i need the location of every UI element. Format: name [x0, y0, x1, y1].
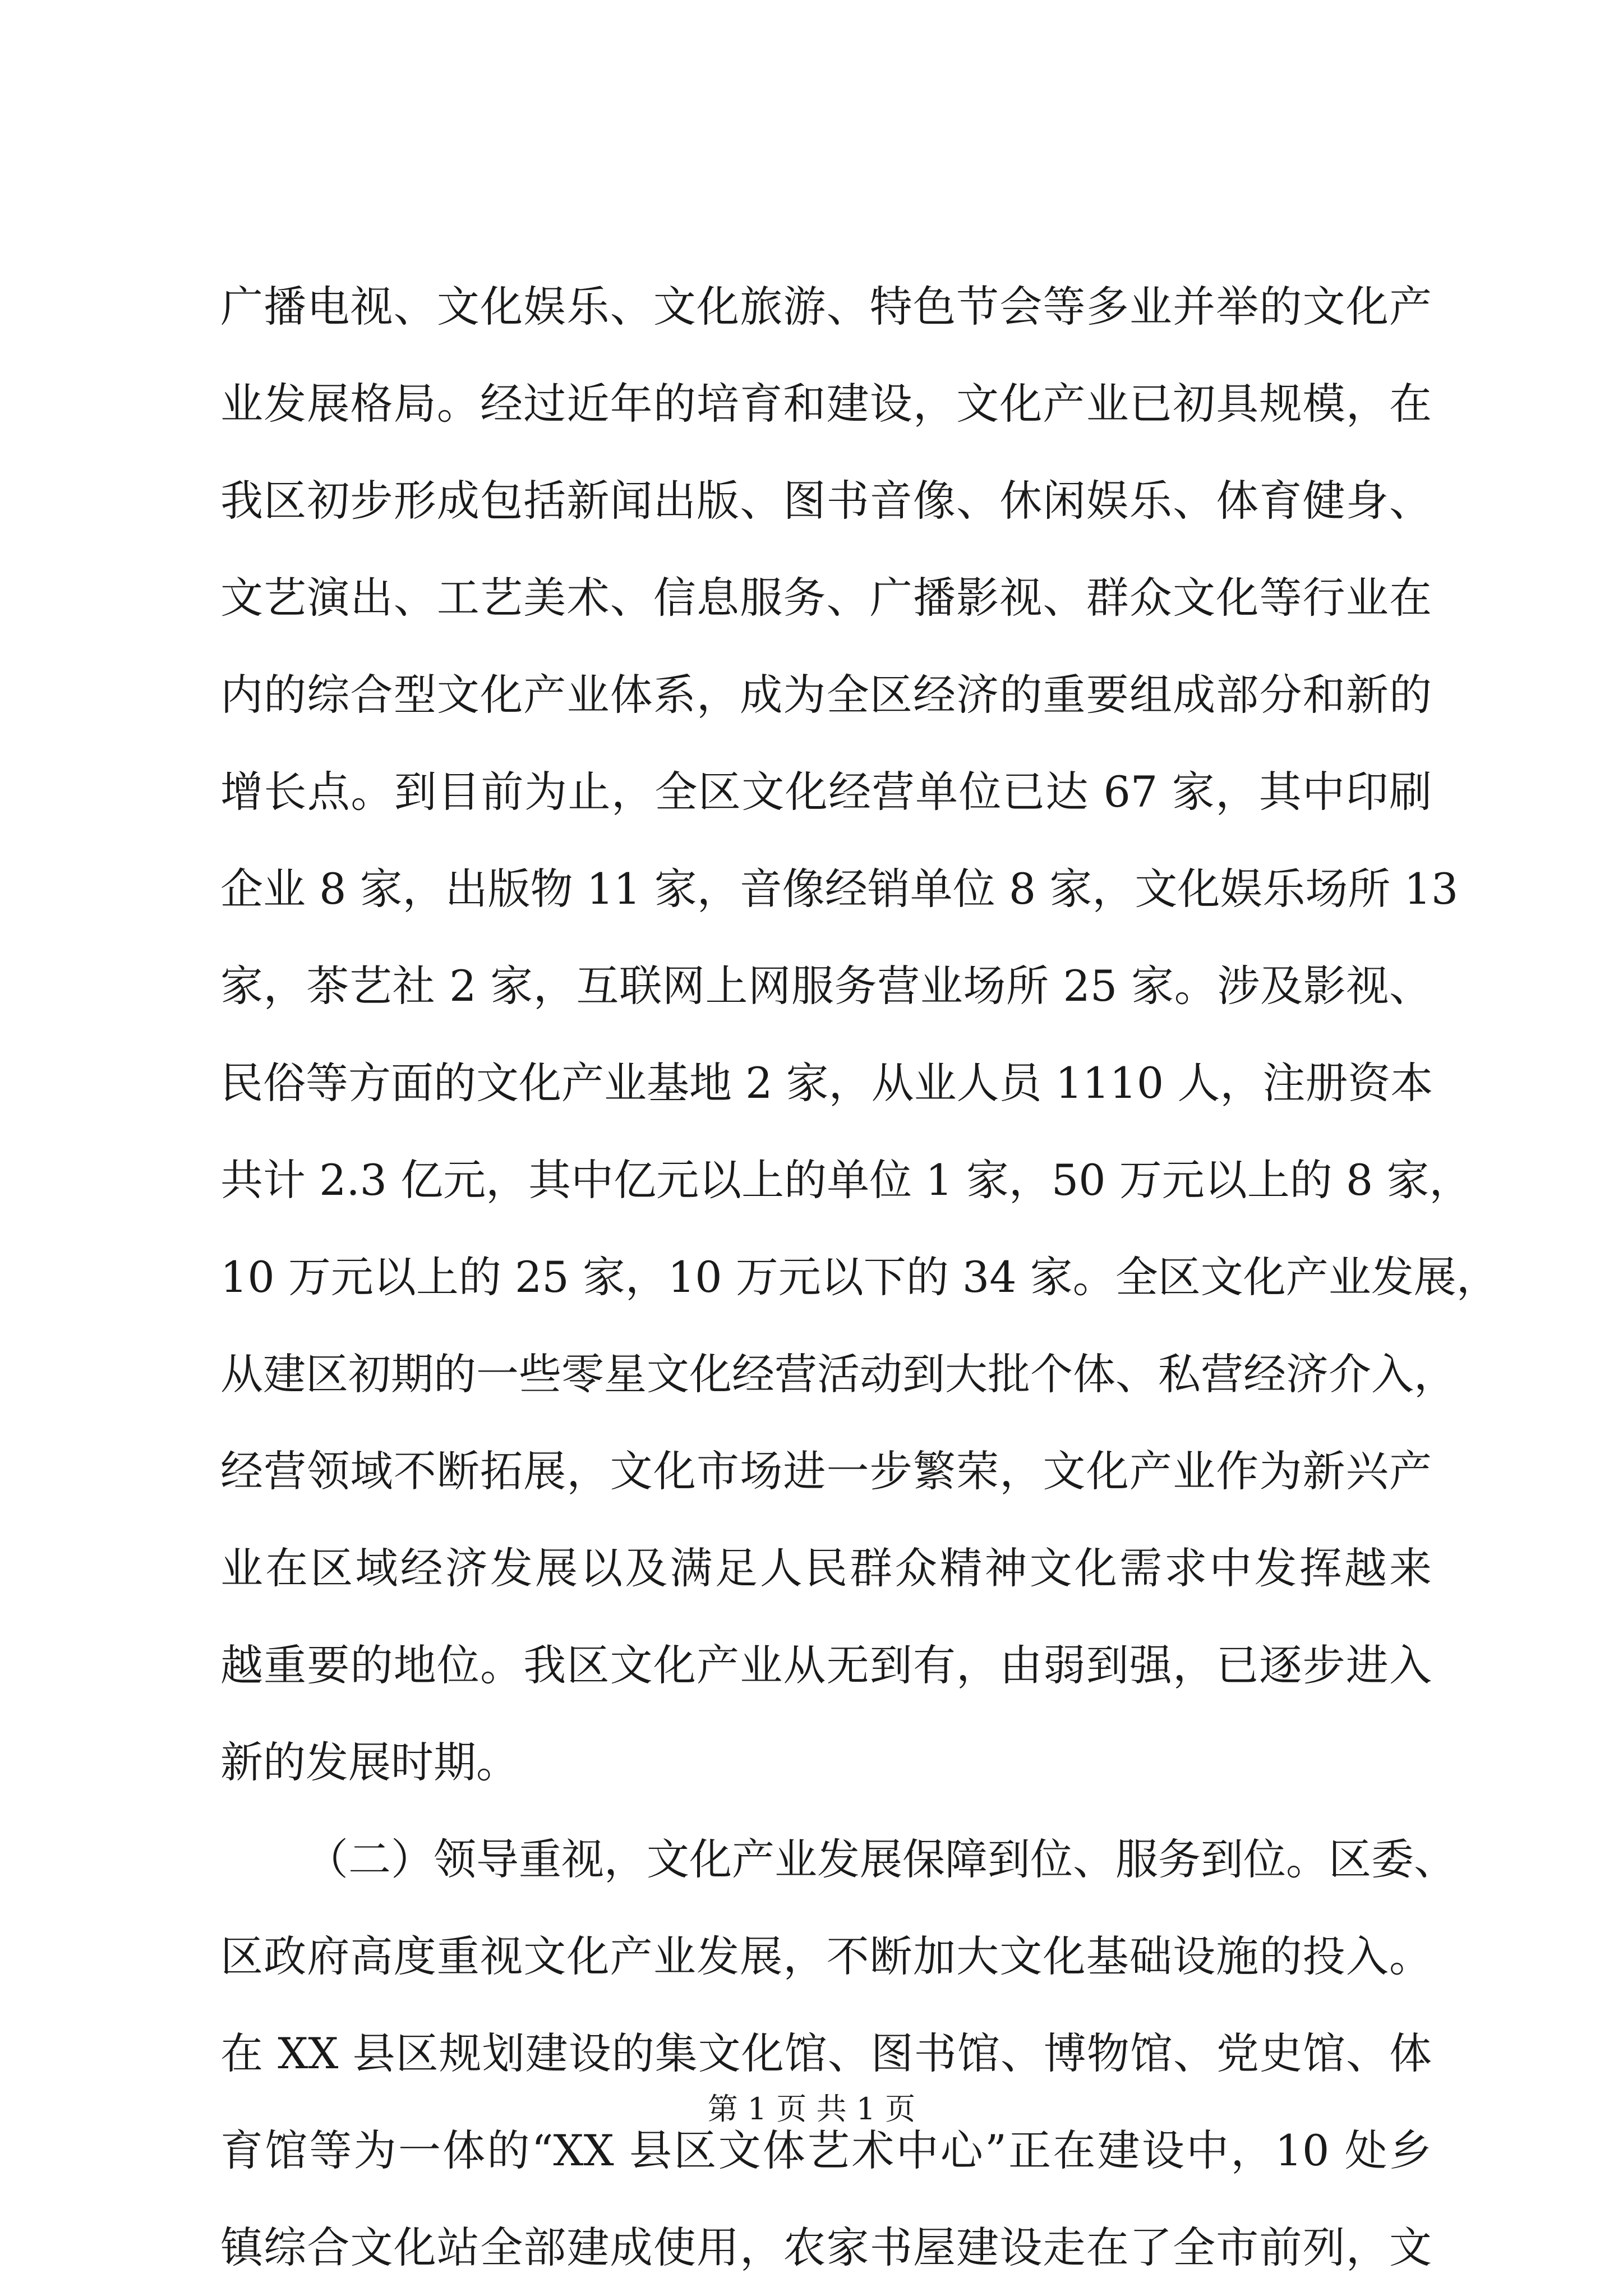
text-line: 增长点。到目前为止，全区文化经营单位已达 67 家，其中印刷 [220, 767, 1432, 817]
text-line: 在 XX 县区规划建设的集文化馆、图书馆、博物馆、党史馆、体 [220, 2028, 1432, 2078]
text-line: 经营领域不断拓展，文化市场进一步繁荣，文化产业作为新兴产 [220, 1446, 1432, 1496]
text-line: 我区初步形成包括新闻出版、图书音像、休闲娱乐、体育健身、 [220, 476, 1432, 526]
text-line: 区政府高度重视文化产业发展，不断加大文化基础设施的投入。 [220, 1931, 1432, 1981]
page-footer: 第 1 页 共 1 页 [707, 2091, 916, 2127]
text-line: 育馆等为一体的“XX 县区文体艺术中心”正在建设中，10 处乡 [220, 2125, 1432, 2175]
text-line: 广播电视、文化娱乐、文化旅游、特色节会等多业并举的文化产 [220, 282, 1432, 332]
body-text [220, 258, 1499, 2296]
text-line: 企业 8 家，出版物 11 家，音像经销单位 8 家，文化娱乐场所 13 [220, 864, 1459, 914]
text-line: 文艺演出、工艺美术、信息服务、广播影视、群众文化等行业在 [220, 573, 1432, 623]
text-line: 10 万元以上的 25 家，10 万元以下的 34 家。全区文化产业发展， [220, 1252, 1499, 1302]
text-line: 越重要的地位。我区文化产业从无到有，由弱到强，已逐步进入 [220, 1640, 1432, 1690]
text-line: 家，茶艺社 2 家，互联网上网服务营业场所 25 家。涉及影视、 [220, 961, 1432, 1011]
text-line: 镇综合文化站全部建成使用，农家书屋建设走在了全市前列，文 [220, 2223, 1432, 2272]
paragraph-end-line: 新的发展时期。 [220, 1737, 519, 1787]
text-line: 内的综合型文化产业体系，成为全区经济的重要组成部分和新的 [220, 670, 1432, 720]
text-line: 民俗等方面的文化产业基地 2 家，从业人员 1110 人，注册资本 [220, 1058, 1433, 1108]
text-line: 业在区域经济发展以及满足人民群众精神文化需求中发挥越来 [220, 1543, 1432, 1593]
section-heading-line: （二）领导重视，文化产业发展保障到位、服务到位。区委、 [306, 1834, 1456, 1884]
text-line: 共计 2.3 亿元，其中亿元以上的单位 1 家，50 万元以上的 8 家， [220, 1155, 1472, 1205]
text-line: 业发展格局。经过近年的培育和建设，文化产业已初具规模，在 [220, 379, 1432, 429]
text-line: 从建区初期的一些零星文化经营活动到大批个体、私营经济介入， [220, 1349, 1456, 1399]
